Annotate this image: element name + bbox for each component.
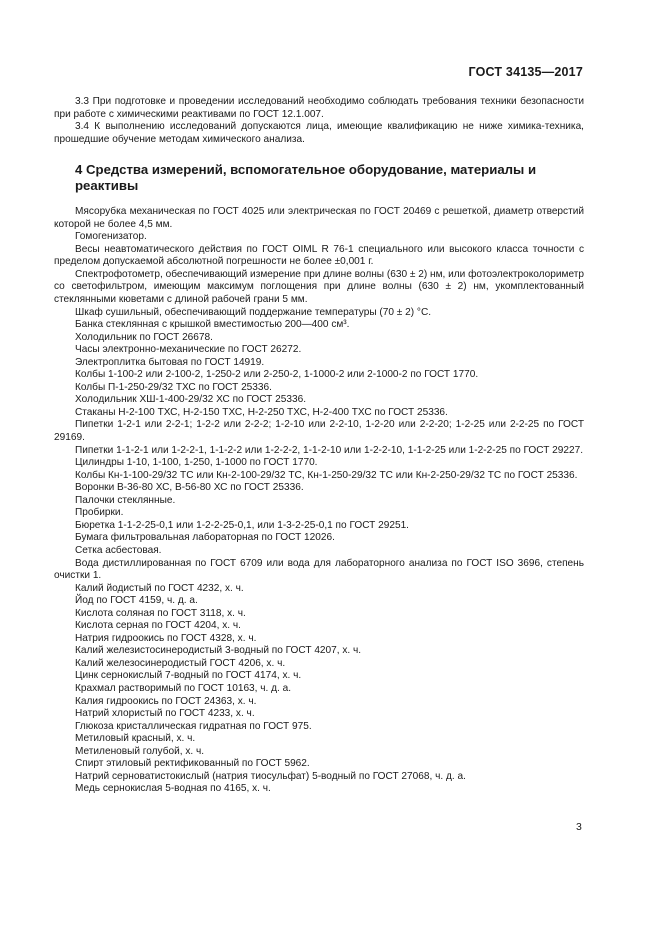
list-item: Вода дистиллированная по ГОСТ 6709 или вода для лабораторного анализа по ГОСТ ISO 3696, степень очистки 1. [54, 557, 584, 582]
list-item: Мясорубка механическая по ГОСТ 4025 или электрическая по ГОСТ 20469 с решеткой, диаметр отверстий которой не более 4,5 мм. [54, 206, 584, 230]
paragraph-3-3: 3.3 При подготовке и проведении исследований необходимо соблюдать требования техники безопасности при работе с химическими реактивами по ГОСТ 12.1.007. [54, 96, 584, 120]
list-item: Цинк сернокислый 7-водный по ГОСТ 4174, х. ч. [75, 670, 302, 682]
list-item: Гомогенизатор. [75, 231, 147, 243]
list-item: Спирт этиловый ректификованный по ГОСТ 5962. [75, 758, 310, 770]
list-item: Калия гидроокись по ГОСТ 24363, х. ч. [75, 695, 257, 707]
list-item: Спектрофотометр, обеспечивающий измерение при длине волны (630 ± 2) нм, или фотоэлектроколориметр со светофильтром, имеющим максимум поглощения при длине волны (630 ± 2) нм, укомплектованный стеклянными кюветами с длиной рабочей грани 5 мм. [54, 268, 584, 306]
list-item: Кислота соляная по ГОСТ 3118, х. ч. [75, 607, 246, 619]
list-item: Натрия гидроокись по ГОСТ 4328, х. ч. [75, 632, 257, 644]
list-item: Колбы 1-100-2 или 2-100-2, 1-250-2 или 2-250-2, 1-1000-2 или 2-1000-2 по ГОСТ 1770. [75, 369, 479, 381]
list-item: Йод по ГОСТ 4159, ч. д. а. [75, 595, 198, 607]
list-item: Калий йодистый по ГОСТ 4232, х. ч. [75, 582, 244, 594]
list-item: Банка стеклянная с крышкой вместимостью 200—400 см³. [75, 319, 350, 331]
list-item: Холодильник по ГОСТ 26678. [75, 331, 213, 343]
equipment-list [54, 206, 584, 796]
list-item: Натрий серноватистокислый (натрия тиосульфат) 5-водный по ГОСТ 27068, ч. д. а. [75, 770, 466, 782]
list-item: Весы неавтоматического действия по ГОСТ OIML R 76-1 специального или высокого класса точности с пределом допускаемой абсолютной погрешности не более ±0,001 г. [54, 243, 584, 268]
section-heading-4: 4 Средства измерений, вспомогательное оборудование, материалы и реактивы [75, 162, 537, 193]
list-item: Кислота серная по ГОСТ 4204, х. ч. [75, 620, 241, 632]
list-item: Колбы Кн-1-100-29/32 ТС или Кн-2-100-29/32 ТС, Кн-1-250-29/32 ТС или Кн-2-250-29/32 ТС по ГОСТ 25336. [75, 469, 578, 481]
list-item: Калий железистосинеродистый 3-водный по ГОСТ 4207, х. ч. [75, 645, 362, 657]
list-item: Пипетки 1-2-1 или 2-2-1; 1-2-2 или 2-2-2; 1-2-10 или 2-2-10, 1-2-20 или 2-2-20; 1-2-25 или 2-2-25 по ГОСТ 29169. [54, 419, 584, 444]
list-item: Метиловый красный, х. ч. [75, 733, 196, 745]
list-item: Бюретка 1-1-2-25-0,1 или 1-2-2-25-0,1, или 1-3-2-25-0,1 по ГОСТ 29251. [75, 519, 409, 531]
list-item: Стаканы Н-2-100 ТХС, Н-2-150 ТХС, Н-2-250 ТХС, Н-2-400 ТХС по ГОСТ 25336. [75, 406, 448, 418]
list-item: Палочки стеклянные. [75, 494, 176, 506]
list-item: Калий железосинеродистый ГОСТ 4206, х. ч. [75, 657, 286, 669]
list-item: Медь сернокислая 5-водная по 4165, х. ч. [75, 783, 271, 795]
page-number: 3 [576, 821, 582, 833]
list-item: Бумага фильтровальная лабораторная по ГОСТ 12026. [75, 532, 335, 544]
standard-header: ГОСТ 34135—2017 [468, 65, 583, 79]
list-item: Крахмал растворимый по ГОСТ 10163, ч. д. а. [75, 682, 292, 694]
list-item: Цилиндры 1-10, 1-100, 1-250, 1-1000 по ГОСТ 1770. [75, 457, 318, 469]
list-item: Шкаф сушильный, обеспечивающий поддержание температуры (70 ± 2) °С. [75, 306, 432, 318]
paragraph-3-4: 3.4 К выполнению исследований допускаются лица, имеющие квалификацию не ниже химика-техника, прошедшие обучение методам химического анализа. [54, 121, 584, 145]
list-item: Электроплитка бытовая по ГОСТ 14919. [75, 356, 265, 368]
list-item: Колбы П-1-250-29/32 ТХС по ГОСТ 25336. [75, 381, 272, 393]
list-item: Глюкоза кристаллическая гидратная по ГОСТ 975. [75, 720, 312, 732]
list-item: Воронки В-36-80 ХС, В-56-80 ХС по ГОСТ 25336. [75, 482, 304, 494]
list-item: Пипетки 1-1-2-1 или 1-2-2-1, 1-1-2-2 или 1-2-2-2, 1-1-2-10 или 1-2-2-10, 1-1-2-25 или 1-2-2-25 по ГОСТ 29227. [75, 444, 584, 456]
list-item: Часы электронно-механические по ГОСТ 26272. [75, 344, 302, 356]
page-body [54, 96, 584, 796]
list-item: Пробирки. [75, 507, 124, 519]
list-item: Натрий хлористый по ГОСТ 4233, х. ч. [75, 708, 255, 720]
list-item: Метиленовый голубой, х. ч. [75, 745, 205, 757]
list-item: Холодильник ХШ-1-400-29/32 ХС по ГОСТ 25336. [75, 394, 307, 406]
list-item: Сетка асбестовая. [75, 544, 162, 556]
